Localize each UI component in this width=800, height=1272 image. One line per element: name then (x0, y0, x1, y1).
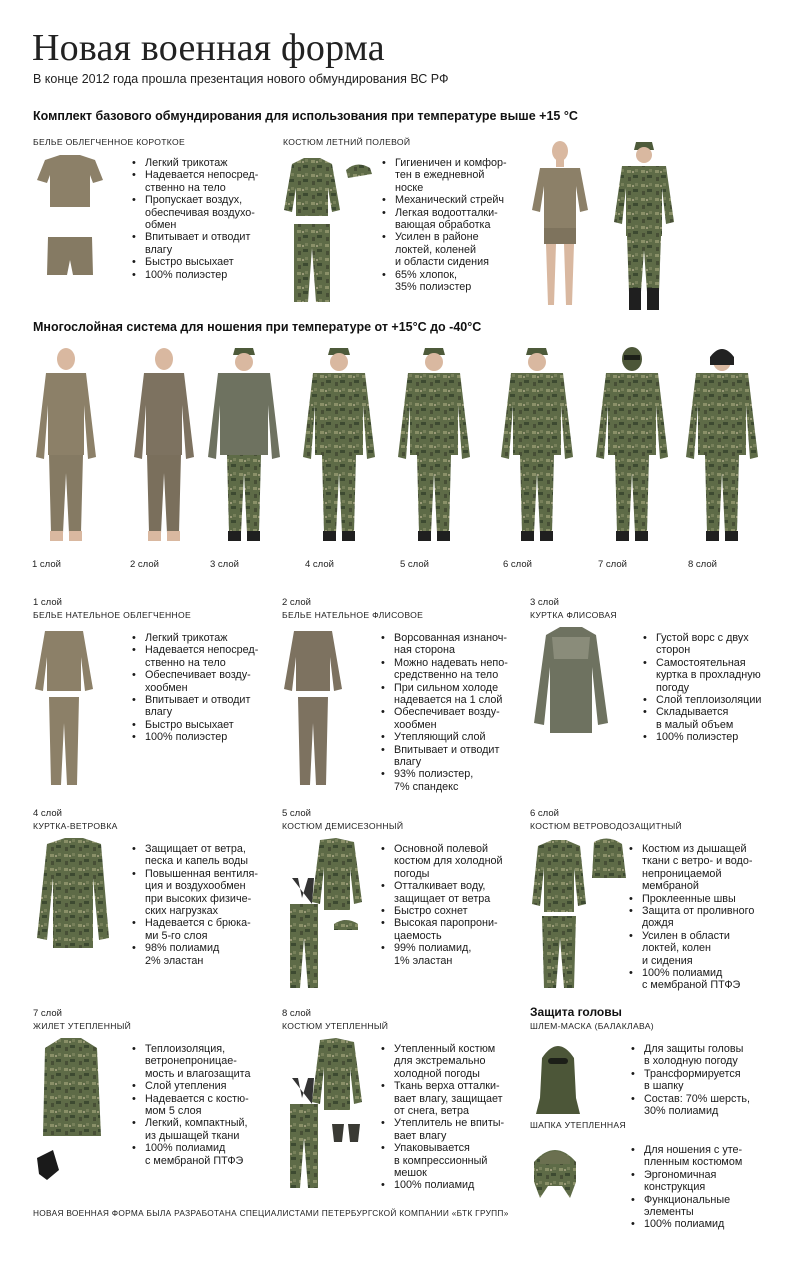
bullet: • Складывается в малый объем (642, 706, 792, 731)
bullet: • 65% хлопок, 35% полиэстер (381, 269, 521, 294)
detail-bullets (642, 632, 792, 744)
bullet: • Для ношения с уте- пленным костюмом (630, 1144, 780, 1169)
bullet: • Обеспечивает возду- хообмен (131, 669, 281, 694)
detail-layer-num: 1 слой (33, 597, 62, 608)
bullet: • Легкая водоотталки- вающая обработка (381, 207, 521, 232)
bullet: • Отталкивает воду, защищает от ветра (380, 880, 530, 905)
layer-figure-1 (32, 345, 112, 550)
layer-figure-5 (400, 345, 480, 550)
balaclava-bullets (630, 1043, 780, 1117)
underwear-short-bullets (131, 157, 271, 281)
bullet: • Защита от проливного дождя (628, 905, 778, 930)
underwear-short-caption: БЕЛЬЕ ОБЛЕГЧЕННОЕ КОРОТКОЕ (33, 137, 185, 147)
bullet: • Утепляющий слой (380, 731, 530, 743)
bullet: • Эргономичная конструкция (630, 1169, 780, 1194)
detail-caption: БЕЛЬЕ НАТЕЛЬНОЕ ФЛИСОВОЕ (282, 610, 424, 620)
bullet: • Усилен в районе локтей, коленей и области сидения (381, 231, 521, 268)
bullet: • Самостоятельная куртка в прохладную погоду (642, 657, 792, 694)
bullet: • Легкий, компактный, из дышащей ткани (131, 1117, 281, 1142)
bullet: • Быстро высыхает (131, 256, 271, 268)
bullet: • Можно надевать непо- средственно на тело (380, 657, 530, 682)
bullet: • 100% полиамид (630, 1218, 780, 1230)
layer-figure-4 (305, 345, 385, 550)
model-base-underwear (528, 140, 598, 312)
bullet: • 100% полиэстер (131, 731, 281, 743)
bullet: • Ворсованная изнаноч- ная сторона (380, 632, 530, 657)
bullet: • Обеспечивает возду- хообмен (380, 706, 530, 731)
bullet: • Густой ворс с двух сторон (642, 632, 792, 657)
bullet: • Надевается непосред- ственно на тело (131, 169, 271, 194)
detail-bullets (131, 843, 281, 967)
bullet: • Усилен в области локтей, колен и сидения (628, 930, 778, 967)
bullet: • Быстро высыхает (131, 719, 281, 731)
bullet: • Надевается с костю- мом 5 слоя (131, 1093, 281, 1118)
bullet: • 100% полиамид с мембраной ПТФЭ (131, 1142, 281, 1167)
bullet: • При сильном холоде надевается на 1 слой (380, 682, 530, 707)
bullet: • 100% полиэстер (131, 269, 271, 281)
layer-label: 2 слой (130, 559, 159, 570)
layer-label: 7 слой (598, 559, 627, 570)
detail-garment-image-2 (284, 627, 379, 797)
detail-garment-image-7 (35, 1038, 130, 1208)
bullet: • Костюм из дышащей ткани с ветро- и водо- непроницаемой мембраной (628, 843, 778, 893)
layer-label: 8 слой (688, 559, 717, 570)
summer-suit-bullets (381, 157, 521, 293)
bullet: • Теплоизоляция, ветронепроницае- мость и влагозащита (131, 1043, 281, 1080)
detail-caption: КУРТКА ФЛИСОВАЯ (530, 610, 617, 620)
layer-label: 6 слой (503, 559, 532, 570)
bullet: • Защищает от ветра, песка и капель воды (131, 843, 281, 868)
detail-garment-image-5 (284, 838, 379, 1008)
detail-caption: ЖИЛЕТ УТЕПЛЕННЫЙ (33, 1021, 132, 1031)
detail-bullets (380, 1043, 530, 1192)
summer-suit-image (282, 158, 377, 306)
winter-hat-caption: ШАПКА УТЕПЛЕННАЯ (530, 1120, 626, 1130)
detail-caption: КОСТЮМ ВЕТРОВОДОЗАЩИТНЫЙ (530, 821, 682, 831)
detail-bullets (380, 843, 530, 967)
bullet: • Впитывает и отводит влагу (380, 744, 530, 769)
detail-garment-image-6 (532, 838, 627, 1008)
detail-bullets (131, 632, 281, 744)
detail-layer-num: 2 слой (282, 597, 311, 608)
layer-figure-2 (130, 345, 210, 550)
bullet: • 99% полиамид, 1% эластан (380, 942, 530, 967)
detail-layer-num: 6 слой (530, 808, 559, 819)
bullet: • Утепленный костюм для экстремально холодной погоды (380, 1043, 530, 1080)
section1-heading: Комплект базового обмундирования для использования при температуре выше +15 °С (33, 109, 578, 123)
layer-figure-7 (598, 345, 678, 550)
layer-label: 4 слой (305, 559, 334, 570)
layer-label: 5 слой (400, 559, 429, 570)
detail-garment-image-1 (35, 627, 130, 797)
detail-caption: КОСТЮМ УТЕПЛЕННЫЙ (282, 1021, 389, 1031)
bullet: • Проклеенные швы (628, 893, 778, 905)
winter-hat-bullets (630, 1144, 780, 1231)
detail-garment-image-4 (35, 838, 130, 1008)
bullet: • Быстро сохнет (380, 905, 530, 917)
detail-layer-num: 8 слой (282, 1008, 311, 1019)
layers-row (0, 345, 800, 575)
model-summer-suit (612, 140, 682, 312)
balaclava-image (534, 1038, 582, 1116)
layer-figure-3 (210, 345, 290, 550)
bullet: • Впитывает и отводит влагу (131, 694, 281, 719)
head-protection-heading: Защита головы (530, 1005, 622, 1019)
bullet: • 100% полиэстер (642, 731, 792, 743)
bullet: • 100% полиамид (380, 1179, 530, 1191)
detail-bullets (131, 1043, 281, 1167)
bullet: • Упаковывается в компрессионный мешок (380, 1142, 530, 1179)
detail-caption: КУРТКА-ВЕТРОВКА (33, 821, 118, 831)
bullet: • Утеплитель не впиты- вает влагу (380, 1117, 530, 1142)
layer-label: 3 слой (210, 559, 239, 570)
balaclava-caption: ШЛЕМ-МАСКА (БАЛАКЛАВА) (530, 1021, 654, 1031)
bullet: • Впитывает и отводит влагу (131, 231, 271, 256)
bullet: • 98% полиамид 2% эластан (131, 942, 281, 967)
bullet: • Легкий трикотаж (131, 157, 271, 169)
bullet: • Ткань верха отталки- вает влагу, защищает от снега, ветра (380, 1080, 530, 1117)
bullet: • Для защиты головы в холодную погоду (630, 1043, 780, 1068)
bullet: • Слой теплоизоляции (642, 694, 792, 706)
short-underwear-image (35, 155, 105, 280)
bullet: • Слой утепления (131, 1080, 281, 1092)
detail-caption: БЕЛЬЕ НАТЕЛЬНОЕ ОБЛЕГЧЕННОЕ (33, 610, 192, 620)
section2-heading: Многослойная система для ношения при температуре от +15°С до -40°С (33, 320, 482, 334)
bullet: • Надевается непосред- ственно на тело (131, 644, 281, 669)
bullet: • Трансформируется в шапку (630, 1068, 780, 1093)
layer-figure-8 (688, 345, 768, 550)
footer-note: НОВАЯ ВОЕННАЯ ФОРМА БЫЛА РАЗРАБОТАНА СПЕЦИАЛИСТАМИ ПЕТЕРБУРГСКОЙ КОМПАНИИ «БТК ГРУПП» (33, 1208, 509, 1218)
layer-label: 1 слой (32, 559, 61, 570)
detail-bullets (380, 632, 530, 793)
bullet: • Основной полевой костюм для холодной погоды (380, 843, 530, 880)
bullet: • Механический стрейч (381, 194, 521, 206)
detail-garment-image-8 (284, 1038, 379, 1208)
layer-figure-6 (503, 345, 583, 550)
detail-layer-num: 5 слой (282, 808, 311, 819)
winter-hat-image (530, 1138, 580, 1202)
bullet: • Легкий трикотаж (131, 632, 281, 644)
detail-layer-num: 3 слой (530, 597, 559, 608)
bullet: • Состав: 70% шерсть, 30% полиамид (630, 1093, 780, 1118)
detail-bullets (628, 843, 778, 992)
bullet: • Надевается с брюка- ми 5-го слоя (131, 917, 281, 942)
bullet: • 100% полиамид с мембраной ПТФЭ (628, 967, 778, 992)
bullet: • Высокая паропрони- цаемость (380, 917, 530, 942)
detail-garment-image-3 (532, 627, 627, 797)
bullet: • Гигиеничен и комфор- тен в ежедневной носке (381, 157, 521, 194)
page-title: Новая военная форма (32, 27, 385, 69)
bullet: • Функциональные элементы (630, 1194, 780, 1219)
detail-layer-num: 4 слой (33, 808, 62, 819)
bullet: • Пропускает воздух, обеспечивая воздухо- обмен (131, 194, 271, 231)
summer-suit-caption: КОСТЮМ ЛЕТНИЙ ПОЛЕВОЙ (283, 137, 411, 147)
page-subtitle: В конце 2012 года прошла презентация нового обмундирования ВС РФ (33, 72, 449, 86)
bullet: • 93% полиэстер, 7% спандекс (380, 768, 530, 793)
detail-layer-num: 7 слой (33, 1008, 62, 1019)
bullet: • Повышенная вентиля- ция и воздухообмен при высоких физиче- ских нагрузках (131, 868, 281, 918)
detail-caption: КОСТЮМ ДЕМИСЕЗОННЫЙ (282, 821, 404, 831)
